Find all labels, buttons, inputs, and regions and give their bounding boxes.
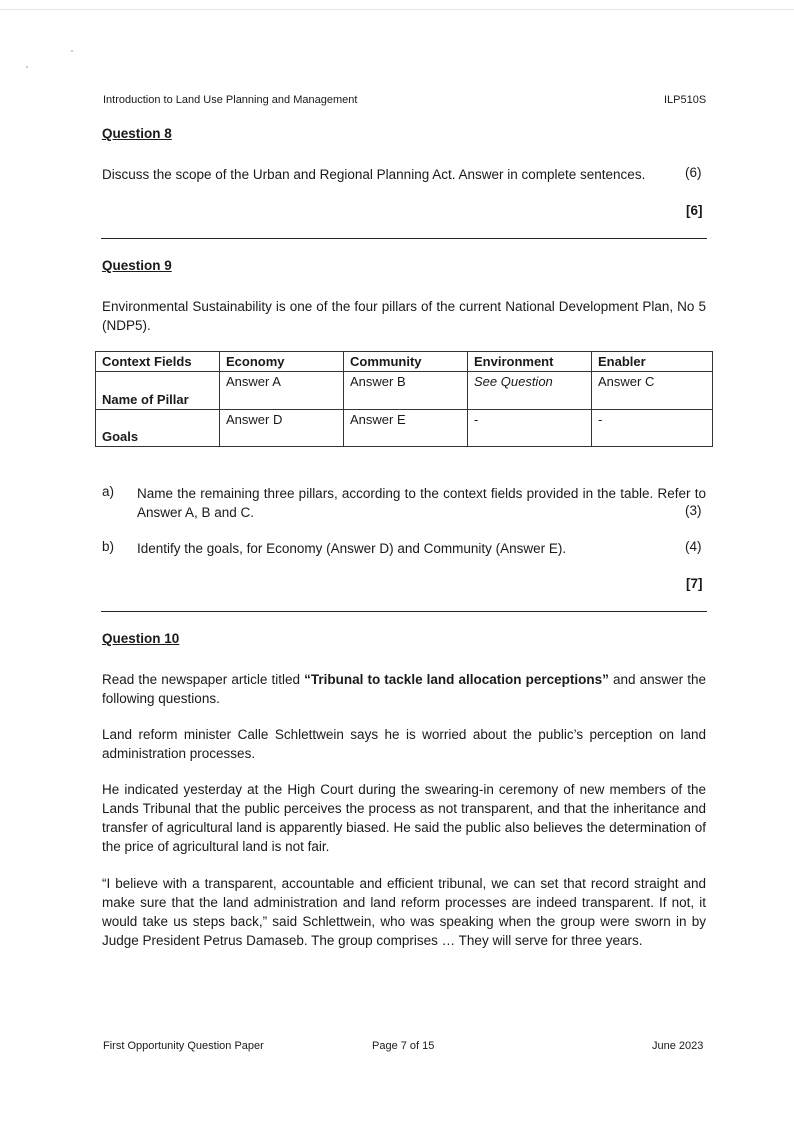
question-8-mark: (6) — [685, 165, 702, 180]
footer-paper-type: First Opportunity Question Paper — [103, 1040, 264, 1052]
course-code: ILP510S — [664, 94, 707, 106]
question-9-total: [7] — [686, 576, 703, 591]
cell-dash: - — [468, 410, 592, 447]
pillars-table — [95, 351, 713, 447]
row-label-goals: Goals — [96, 410, 220, 447]
cell-dash: - — [592, 410, 713, 447]
table-row — [96, 410, 713, 447]
item-b-mark: (4) — [685, 539, 702, 554]
table-row — [96, 372, 713, 410]
cell-answer-d: Answer D — [220, 410, 344, 447]
question-10-title: Question 10 — [102, 631, 180, 646]
question-9-intro: Environmental Sustainability is one of the four pillars of the current National Development Plan, No 5 (NDP5). — [102, 299, 706, 333]
item-a-letter: a) — [102, 484, 115, 499]
item-b-letter: b) — [102, 539, 115, 554]
header-environment: Environment — [468, 352, 592, 372]
section-divider — [101, 611, 707, 612]
scan-speck — [71, 50, 73, 52]
table-header-row — [96, 352, 713, 372]
intro-before: Read the newspaper article titled — [102, 672, 305, 687]
scan-top-border — [0, 9, 794, 10]
footer-page-number: Page 7 of 15 — [372, 1040, 435, 1052]
item-a-text: Name the remaining three pillars, according to the context fields provided in the table. Refer to Answer A, B and C. — [137, 486, 706, 520]
article-paragraph-2: He indicated yesterday at the High Court during the swearing-in ceremony of new members of the Lands Tribunal that the public perceives the process as not transparent, and that the inheritance and transfer of agricultural land is apparently biased. He said the public also believes the determination of the price of agricultural land is not fair. — [102, 782, 706, 854]
cell-answer-e: Answer E — [344, 410, 468, 447]
cell-answer-a: Answer A — [220, 372, 344, 410]
item-b-text: Identify the goals, for Economy (Answer D) and Community (Answer E). — [137, 541, 567, 556]
header-context-fields: Context Fields — [96, 352, 220, 372]
row-label-name-of-pillar: Name of Pillar — [96, 372, 220, 410]
header-economy: Economy — [220, 352, 344, 372]
question-8-text: Discuss the scope of the Urban and Regional Planning Act. Answer in complete sentences. — [102, 167, 646, 182]
cell-answer-b: Answer B — [344, 372, 468, 410]
article-title: “Tribunal to tackle land allocation perceptions” — [304, 672, 609, 687]
question-8-title: Question 8 — [102, 126, 172, 141]
question-8-total: [6] — [686, 203, 703, 218]
cell-answer-c: Answer C — [592, 372, 713, 410]
scan-speck — [26, 66, 28, 68]
item-a-mark: (3) — [685, 503, 702, 518]
question-9-title: Question 9 — [102, 258, 172, 273]
header-community: Community — [344, 352, 468, 372]
course-title: Introduction to Land Use Planning and Management — [103, 94, 358, 106]
intro-after: and answer the following questions. — [102, 672, 707, 706]
cell-see-question: See Question — [468, 372, 592, 410]
article-paragraph-1: Land reform minister Calle Schlettwein says he is worried about the public’s perception on land administration processes. — [102, 727, 706, 761]
header-enabler: Enabler — [592, 352, 713, 372]
question-10-intro — [102, 670, 706, 708]
article-paragraph-3: “I believe with a transparent, accountable and efficient tribunal, we can set that record straight and make sure that the land administration and land reform processes are indeed transparent. If not, it would take us steps back,” said Schlettwein, who was speaking when the group were sworn in by Judge President Petrus Damaseb. The group comprises … They will serve for three years. — [102, 876, 706, 948]
section-divider — [101, 238, 707, 239]
footer-date: June 2023 — [652, 1040, 704, 1052]
